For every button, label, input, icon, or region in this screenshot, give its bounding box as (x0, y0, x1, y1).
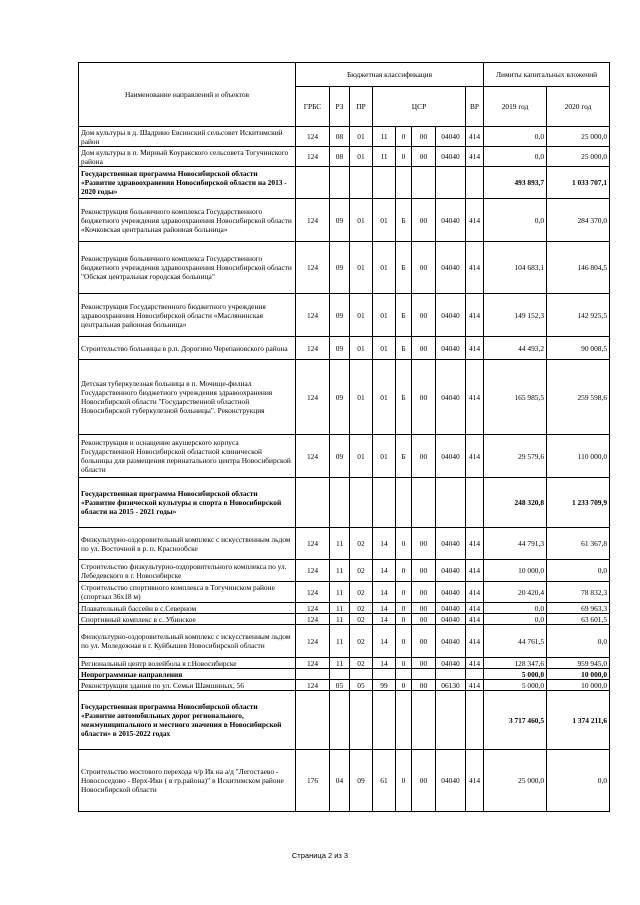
cell-c4: 04040 (436, 147, 466, 167)
cell-vr (466, 167, 484, 199)
cell-c4 (436, 669, 466, 680)
cell-y2019: 44 761,5 (484, 625, 547, 658)
cell-c2: 0 (396, 680, 412, 691)
cell-c4: 04040 (436, 658, 466, 669)
table-row (79, 658, 610, 669)
cell-c3 (412, 167, 436, 199)
header-pr: ПР (350, 87, 373, 127)
cell-c1 (373, 478, 396, 528)
cell-y2020: 69 963,3 (547, 603, 610, 614)
cell-c1: 14 (373, 528, 396, 560)
cell-name: Непрограммные направления (79, 669, 296, 680)
cell-c1: 99 (373, 680, 396, 691)
cell-c1: 01 (373, 242, 396, 294)
cell-name: Плавательный бассейн в с.Северном (79, 603, 296, 614)
cell-rz: 04 (330, 750, 350, 812)
cell-c4: 06130 (436, 680, 466, 691)
cell-grbs (296, 669, 330, 680)
cell-y2019: 0,0 (484, 603, 547, 614)
table-body (79, 127, 610, 812)
cell-pr: 02 (350, 582, 373, 603)
cell-c1 (373, 669, 396, 680)
cell-c4: 04040 (436, 582, 466, 603)
cell-rz: 09 (330, 435, 350, 478)
cell-name: Реконструкция больничного комплекса Государственного бюджетного учреждения здравоохранения Новосибирской области "Обская центральная городская больница" (79, 242, 296, 294)
cell-rz (330, 669, 350, 680)
cell-c3: 00 (412, 127, 436, 147)
cell-y2019: 149 152,3 (484, 294, 547, 337)
table-row (79, 360, 610, 435)
cell-name: Дом культуры в п. Мирный Коуракского сельсовета Тогучинского района (79, 147, 296, 167)
cell-vr: 414 (466, 435, 484, 478)
cell-c2: 0 (396, 603, 412, 614)
cell-c3: 00 (412, 435, 436, 478)
cell-c4: 04040 (436, 127, 466, 147)
cell-c4: 04040 (436, 242, 466, 294)
cell-y2020: 10 000,0 (547, 669, 610, 680)
cell-y2020: 284 370,0 (547, 199, 610, 242)
cell-c1: 01 (373, 294, 396, 337)
cell-name: Физкультурно-оздоровительный комплекс с искусственным льдом по ул. Моледежная в г. Куйбышев Новосибирской области (79, 625, 296, 658)
cell-grbs: 124 (296, 603, 330, 614)
cell-c2: 0 (396, 750, 412, 812)
cell-c2 (396, 691, 412, 750)
cell-rz: 11 (330, 658, 350, 669)
cell-y2020: 0,0 (547, 625, 610, 658)
cell-vr (466, 691, 484, 750)
cell-name: Государственная программа Новосибирской области «Развитие физической культуры и спорта в Новосибирской области на 2015 - 2021 годы» (79, 478, 296, 528)
cell-c2: Б (396, 360, 412, 435)
cell-y2019: 0,0 (484, 127, 547, 147)
cell-name: Строительство спортивного комплекса в Тогучинском районе (спортзал 36х18 м) (79, 582, 296, 603)
cell-c2: 0 (396, 614, 412, 625)
cell-y2019: 29 579,6 (484, 435, 547, 478)
cell-grbs: 124 (296, 658, 330, 669)
cell-c1: 14 (373, 560, 396, 582)
cell-y2019: 0,0 (484, 147, 547, 167)
cell-y2020: 959 945,0 (547, 658, 610, 669)
cell-c2: 0 (396, 658, 412, 669)
cell-rz (330, 691, 350, 750)
cell-pr: 01 (350, 435, 373, 478)
cell-c1 (373, 691, 396, 750)
cell-c4 (436, 167, 466, 199)
cell-c4: 04040 (436, 199, 466, 242)
cell-c2: Б (396, 294, 412, 337)
table-row (79, 625, 610, 658)
cell-pr: 01 (350, 337, 373, 360)
cell-grbs: 124 (296, 127, 330, 147)
cell-c4: 04040 (436, 603, 466, 614)
cell-c1: 01 (373, 360, 396, 435)
cell-c3: 00 (412, 680, 436, 691)
cell-y2019: 5 000,0 (484, 680, 547, 691)
cell-c1: 14 (373, 614, 396, 625)
cell-y2020: 259 598,6 (547, 360, 610, 435)
cell-y2020: 90 008,5 (547, 337, 610, 360)
cell-c1: 01 (373, 337, 396, 360)
cell-name: Дом культуры в д. Шадрино Евсинский сельсовет Искитимский район (79, 127, 296, 147)
table-row (79, 528, 610, 560)
cell-c2: Б (396, 435, 412, 478)
cell-grbs: 124 (296, 337, 330, 360)
cell-vr: 414 (466, 603, 484, 614)
cell-rz: 08 (330, 147, 350, 167)
cell-y2019: 25 000,0 (484, 750, 547, 812)
cell-name: Реконструкция и оснащение акушерского корпуса Государственной Новосибирской областной клинической больницы для размещения перинатального центра Новосибирской области (79, 435, 296, 478)
cell-rz: 11 (330, 560, 350, 582)
cell-grbs: 124 (296, 147, 330, 167)
cell-rz: 08 (330, 127, 350, 147)
cell-pr: 02 (350, 528, 373, 560)
header-rz: РЗ (330, 87, 350, 127)
table-row (79, 242, 610, 294)
cell-c1: 61 (373, 750, 396, 812)
cell-rz (330, 478, 350, 528)
cell-vr (466, 478, 484, 528)
cell-grbs: 124 (296, 435, 330, 478)
cell-pr: 02 (350, 614, 373, 625)
cell-y2019: 128 347,6 (484, 658, 547, 669)
table-row (79, 199, 610, 242)
cell-y2019: 248 320,8 (484, 478, 547, 528)
header-2019: 2019 год (484, 87, 547, 127)
table-row (79, 294, 610, 337)
cell-rz: 05 (330, 680, 350, 691)
cell-c2: 0 (396, 560, 412, 582)
cell-y2020: 78 832,3 (547, 582, 610, 603)
header-2020: 2020 год (547, 87, 610, 127)
cell-vr: 414 (466, 147, 484, 167)
cell-c1: 14 (373, 582, 396, 603)
cell-pr: 01 (350, 294, 373, 337)
cell-name: Государственная программа Новосибирской области «Развитие здравоохранения Новосибирской области на 2013 - 2020 годы» (79, 167, 296, 199)
table-row (79, 127, 610, 147)
header-grbs: ГРБС (296, 87, 330, 127)
cell-c4: 04040 (436, 614, 466, 625)
cell-vr: 414 (466, 560, 484, 582)
cell-rz: 09 (330, 360, 350, 435)
cell-c1: 11 (373, 147, 396, 167)
cell-name: Реконструкция здания по ул. Семьи Шамшиных, 56 (79, 680, 296, 691)
cell-c3: 00 (412, 360, 436, 435)
cell-rz: 11 (330, 528, 350, 560)
cell-vr: 414 (466, 614, 484, 625)
cell-vr: 414 (466, 680, 484, 691)
cell-name: Реконструкция Государственного бюджетного учреждения здравоохранения Новосибирской области «Маслянинская центральная районная больница» (79, 294, 296, 337)
cell-c2 (396, 669, 412, 680)
cell-grbs: 124 (296, 625, 330, 658)
cell-c4: 04040 (436, 560, 466, 582)
cell-y2020: 1 033 707,1 (547, 167, 610, 199)
cell-c1: 01 (373, 199, 396, 242)
cell-c1: 14 (373, 625, 396, 658)
cell-vr: 414 (466, 199, 484, 242)
cell-c3: 00 (412, 560, 436, 582)
cell-pr: 09 (350, 750, 373, 812)
cell-c1: 14 (373, 603, 396, 614)
cell-grbs: 124 (296, 528, 330, 560)
cell-vr: 414 (466, 360, 484, 435)
cell-c4: 04040 (436, 625, 466, 658)
cell-c3: 00 (412, 147, 436, 167)
cell-grbs: 124 (296, 360, 330, 435)
cell-pr: 01 (350, 199, 373, 242)
cell-pr: 05 (350, 680, 373, 691)
cell-y2020: 1 374 211,6 (547, 691, 610, 750)
cell-y2019: 5 000,0 (484, 669, 547, 680)
cell-grbs: 124 (296, 560, 330, 582)
cell-c4: 04040 (436, 294, 466, 337)
cell-y2020: 110 000,0 (547, 435, 610, 478)
cell-name: Государственная программа Новосибирской области «Развитие автомобильных дорог регионального, межмуниципального и местного значения в Новосибирской области» в 2015-2022 годах (79, 691, 296, 750)
cell-c3: 00 (412, 582, 436, 603)
cell-c3 (412, 478, 436, 528)
table-row (79, 614, 610, 625)
cell-y2019: 104 683,1 (484, 242, 547, 294)
cell-rz: 11 (330, 603, 350, 614)
header-limits: Лимиты капитальных вложений (484, 63, 610, 87)
cell-y2020: 63 601,5 (547, 614, 610, 625)
cell-c2: 0 (396, 528, 412, 560)
cell-vr: 414 (466, 337, 484, 360)
cell-y2020: 25 000,0 (547, 147, 610, 167)
table-row (79, 750, 610, 812)
cell-c2: 0 (396, 625, 412, 658)
budget-table (78, 62, 610, 812)
cell-y2019: 44 791,3 (484, 528, 547, 560)
cell-rz: 09 (330, 294, 350, 337)
cell-rz: 09 (330, 199, 350, 242)
cell-y2019: 10 000,0 (484, 560, 547, 582)
cell-name: Детская туберкулезная больница в п. Мочище-филиал Государственного бюджетного учреждения здравоохранения Новосибирской области "Государственной областной Новосибирской туберкулезной больницы". Реконструкция (79, 360, 296, 435)
cell-c2 (396, 478, 412, 528)
cell-c4 (436, 478, 466, 528)
cell-c3: 00 (412, 658, 436, 669)
cell-c2: Б (396, 337, 412, 360)
cell-grbs: 124 (296, 614, 330, 625)
cell-y2019: 44 493,2 (484, 337, 547, 360)
table-row (79, 560, 610, 582)
cell-c3: 00 (412, 337, 436, 360)
cell-c2: 0 (396, 147, 412, 167)
cell-c4: 04040 (436, 435, 466, 478)
table-row (79, 435, 610, 478)
cell-vr: 414 (466, 528, 484, 560)
cell-c3: 00 (412, 625, 436, 658)
table-row (79, 147, 610, 167)
cell-y2020: 25 000,0 (547, 127, 610, 147)
cell-y2020: 10 000,0 (547, 680, 610, 691)
cell-vr (466, 669, 484, 680)
cell-c2: 0 (396, 127, 412, 147)
cell-c1: 14 (373, 658, 396, 669)
cell-name: Региональный центр волейбола в г.Новосибирске (79, 658, 296, 669)
table-row (79, 603, 610, 614)
cell-y2019: 493 893,7 (484, 167, 547, 199)
cell-c4: 04040 (436, 360, 466, 435)
cell-pr: 01 (350, 147, 373, 167)
cell-vr: 414 (466, 582, 484, 603)
table-row (79, 337, 610, 360)
cell-pr: 02 (350, 625, 373, 658)
cell-grbs: 124 (296, 582, 330, 603)
table-row (79, 478, 610, 528)
cell-pr: 01 (350, 360, 373, 435)
cell-pr: 02 (350, 658, 373, 669)
cell-rz (330, 167, 350, 199)
header-budget-class: Бюджетная классификация (296, 63, 484, 87)
cell-pr: 01 (350, 127, 373, 147)
cell-rz: 11 (330, 582, 350, 603)
cell-c1: 01 (373, 435, 396, 478)
cell-rz: 11 (330, 614, 350, 625)
table-row (79, 691, 610, 750)
cell-grbs: 176 (296, 750, 330, 812)
cell-grbs: 124 (296, 294, 330, 337)
cell-pr: 02 (350, 603, 373, 614)
cell-c2: Б (396, 199, 412, 242)
cell-pr: 01 (350, 242, 373, 294)
cell-pr (350, 167, 373, 199)
cell-c3: 00 (412, 614, 436, 625)
cell-grbs (296, 478, 330, 528)
cell-c3: 00 (412, 294, 436, 337)
cell-grbs: 124 (296, 199, 330, 242)
cell-c1: 11 (373, 127, 396, 147)
cell-c1 (373, 167, 396, 199)
cell-pr (350, 669, 373, 680)
table-row (79, 167, 610, 199)
cell-y2019: 0,0 (484, 199, 547, 242)
cell-pr (350, 478, 373, 528)
cell-name: Строительство мостового перехода ч/р Ик на а/д "Легостаево - Новососедово - Верх-Ики ( в гр.района)" в Искитимском районе Новосибирской области (79, 750, 296, 812)
cell-c3 (412, 669, 436, 680)
cell-rz: 09 (330, 337, 350, 360)
cell-vr: 414 (466, 127, 484, 147)
cell-c3: 00 (412, 750, 436, 812)
cell-grbs (296, 691, 330, 750)
cell-rz: 11 (330, 625, 350, 658)
cell-c3: 00 (412, 603, 436, 614)
cell-name: Строительство больницы в р.п. Дорогино Черепановского района (79, 337, 296, 360)
cell-y2020: 1 233 709,9 (547, 478, 610, 528)
cell-name: Реконструкция больничного комплекса Государственного бюджетного учреждения здравоохранения Новосибирской области «Кочковская центральная районная больница» (79, 199, 296, 242)
cell-c4: 04040 (436, 528, 466, 560)
header-name: Наименование направлений и объектов (79, 63, 296, 127)
cell-vr: 414 (466, 625, 484, 658)
cell-c2: 0 (396, 582, 412, 603)
cell-c4 (436, 691, 466, 750)
cell-vr: 414 (466, 242, 484, 294)
cell-y2019: 165 985,5 (484, 360, 547, 435)
cell-y2020: 142 925,5 (547, 294, 610, 337)
cell-c2: Б (396, 242, 412, 294)
table-row (79, 680, 610, 691)
page-footer: Страница 2 из 3 (291, 851, 349, 860)
header-csr: ЦСР (373, 87, 466, 127)
cell-c3: 00 (412, 242, 436, 294)
table-row (79, 582, 610, 603)
cell-c4: 04040 (436, 750, 466, 812)
cell-y2019: 20 420,4 (484, 582, 547, 603)
cell-pr: 02 (350, 560, 373, 582)
cell-grbs: 124 (296, 242, 330, 294)
table-row (79, 669, 610, 680)
cell-name: Строительство физкультурно-оздоровительного комплекса по ул. Лебедевского в г. Новосибирске (79, 560, 296, 582)
cell-c4: 04040 (436, 337, 466, 360)
cell-y2020: 61 367,8 (547, 528, 610, 560)
cell-c3 (412, 691, 436, 750)
cell-name: Спортивный комплекс в с. Убинское (79, 614, 296, 625)
header-vr: ВР (466, 87, 484, 127)
cell-y2020: 0,0 (547, 560, 610, 582)
cell-c3: 00 (412, 199, 436, 242)
cell-c2 (396, 167, 412, 199)
cell-name: Физкультурно-оздоровительный комплекс с искусственным льдом по ул. Восточной в р. п. Краснообске (79, 528, 296, 560)
cell-vr: 414 (466, 658, 484, 669)
cell-grbs: 124 (296, 680, 330, 691)
cell-y2019: 0,0 (484, 614, 547, 625)
cell-y2020: 146 804,5 (547, 242, 610, 294)
cell-vr: 414 (466, 750, 484, 812)
cell-y2020: 0,0 (547, 750, 610, 812)
cell-grbs (296, 167, 330, 199)
cell-c3: 00 (412, 528, 436, 560)
cell-pr (350, 691, 373, 750)
cell-vr: 414 (466, 294, 484, 337)
cell-y2019: 3 717 460,5 (484, 691, 547, 750)
cell-rz: 09 (330, 242, 350, 294)
